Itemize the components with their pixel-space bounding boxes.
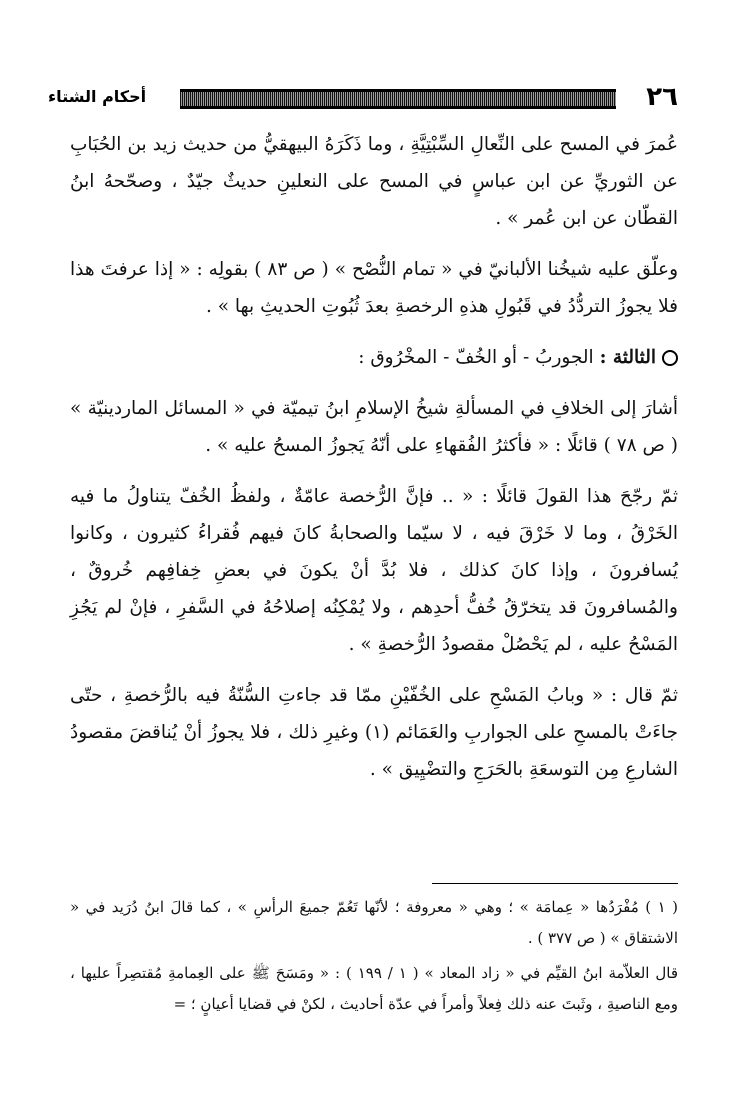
page-header: [48, 80, 678, 114]
section-heading: [70, 339, 678, 376]
footnote-2: قال العلاّمة ابنُ القيِّم في « زاد المعاد » ( ١ / ١٩٩ ) : « ومَسَحَ ﷺ على العِمامةِ مُقتصِراً عليها ، ومع الناصيةِ ، وثَبتَ عنه ذلك فِعلاً وأمراً في عدّة أحاديث ، لكنْ في قضايا أعيانٍ ؛ =: [70, 964, 678, 1013]
paragraph-4: ثمّ رجّحَ هذا القولَ قائلًا : « .. فإنَّ الرُّخصة عامّةٌ ، ولفظُ الخُفّ يتناولُ ما فيه الخَرْقُ ، وما لا خَرْقَ فيه ، لا سيّما والصحابةُ كانَ فيهم فُقراءُ كثيرون ، وكانوا يُسافرونَ ، وإذا كانَ كذلك ، فلا بُدَّ أنْ يكونَ في بعضِ خِفافِهم خُروقٌ ، والمُسافرونَ قد يتخرّقُ خُفُّ أحدِهم ، ولا يُمْكِنُه إصلاحُهُ في السَّفرِ ، فإنْ لم يَجُزِ المَسْحُ عليه ، لم يَحْصُلْ مقصودُ الرُّخصةِ » .: [70, 486, 678, 655]
header-decorative-rule: [180, 89, 616, 109]
footnote-1: ( ١ ) مُفْرَدُها « عِمامَة » ؛ وهي « معروفة ؛ لأنّها تَعُمّ جميعَ الرأسِ » ، كما قالَ ابنُ دُرَيد في « الاشتقاق » ( ص ٣٧٧ ) .: [70, 898, 679, 947]
paragraph-3: أشارَ إلى الخلافِ في المسألةِ شيخُ الإسلامِ ابنُ تيميّة في « المسائل الماردينيّة » ( ص ٧٨ ) قائلًا : « فأكثرُ الفُقهاءِ على أنّهُ يَجوزُ المسحُ عليه » .: [70, 398, 678, 456]
footnotes: [70, 892, 678, 1024]
circle-bullet-icon: [662, 350, 678, 366]
section-heading-text: الجوربُ - أو الخُفّ - المخْرُوق :: [358, 347, 594, 368]
paragraph-5: ثمّ قال : « وبابُ المَسْحِ على الخُفّيْنِ ممّا قد جاءتِ السُّنّةُ فيه بالرُّخصةِ ، حتّى جاءَتْ بالمسحِ على الجواربِ والعَمَائم (١) وغيرِ ذلك ، فلا يجوزُ أنْ يُناقضَ مقصودُ الشارعِ مِن التوسعَةِ بالحَرَجِ والتضْيِيق » .: [70, 685, 678, 780]
paragraph-1: عُمرَ في المسح على النِّعالِ السِّبْتِيَّةِ ، وما ذَكَرَهُ البيهقيُّ من حديث زيد بن الحُبَابِ عن الثوريِّ عن ابن عباسٍ في المسح على النعلينِ حديثٌ جيّدٌ ، وصحّحهُ ابنُ القطّان عن ابن عُمر » .: [70, 134, 678, 229]
page-number: ٢٦: [646, 82, 678, 112]
footnote-separator: [432, 883, 678, 884]
running-title: أحكام الشتاء: [48, 87, 147, 106]
paragraph-2: وعلّق عليه شيخُنا الألبانيّ في « تمام النُّصْح » ( ص ٨٣ ) بقولِه : « إذا عرفتَ هذا فلا يجوزُ التردُّدُ في قَبُولِ هذهِ الرخصةِ بعدَ ثُبُوتِ الحديثِ بها » .: [70, 259, 679, 317]
section-heading-label: الثالثة :: [599, 347, 656, 368]
main-text: [70, 126, 678, 802]
